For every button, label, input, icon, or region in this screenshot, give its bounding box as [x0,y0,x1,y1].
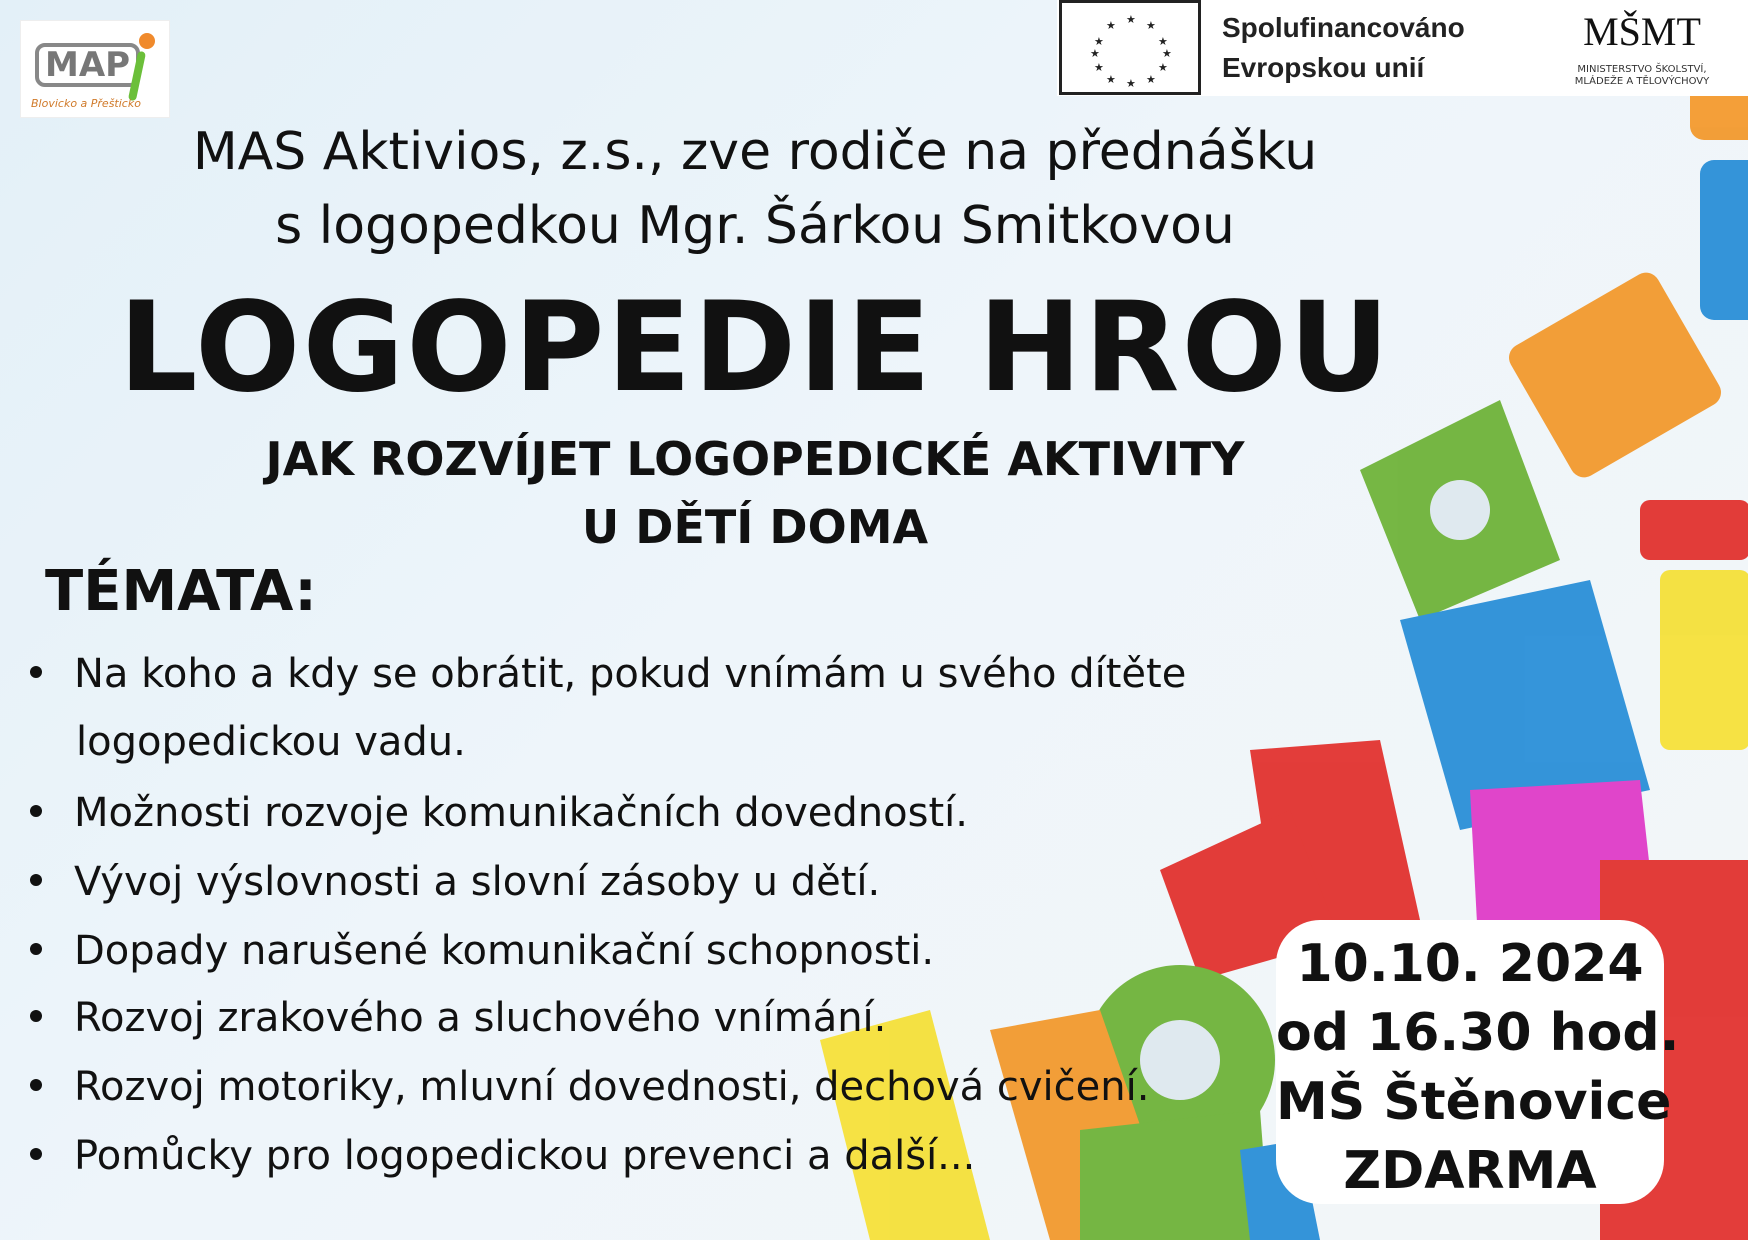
subtitle-line-1: JAK ROZVÍJET LOGOPEDICKÉ AKTIVITY [265,432,1245,486]
topics-heading: TÉMATA: [45,559,317,624]
bullet-icon [30,1079,42,1091]
msmt-mark: MŠMT [1583,9,1701,54]
map-logo-subtitle: Blovicko a Přešticko [31,97,141,110]
event-date: 10.10. 2024 [1296,934,1644,994]
eu-line-2: Evropskou unií [1222,52,1425,83]
main-title: LOGOPEDIE HROU [118,276,1392,420]
topic-text: Rozvoj motoriky, mluvní dovednosti, dechová cvičení. [74,1064,1150,1110]
bullet-icon [30,1010,42,1022]
bullet-icon [30,805,42,817]
topic-item [30,1063,1149,1111]
bullet-icon [30,666,42,678]
map-logo [20,20,170,118]
topic-item [30,650,1186,698]
eu-flag-icon: ★ ★ ★ ★ ★ ★ ★ ★ ★ ★ ★ ★ [1059,0,1201,95]
topic-item [30,858,880,906]
eu-funding-text [1222,8,1465,88]
msmt-logo [1542,0,1742,96]
topic-item [30,927,934,975]
msmt-line-2: MLÁDEŽE A TĚLOVÝCHOVY [1574,76,1710,87]
topic-text: Na koho a kdy se obrátit, pokud vnímám u svého dítěte [74,651,1187,697]
event-place: MŠ Štěnovice [1276,1072,1672,1132]
topic-text: Možnosti rozvoje komunikačních dovedností. [74,790,968,836]
map-logo-text: MAP [35,43,140,87]
eu-line-1: Spolufinancováno [1222,12,1465,43]
topic-text: Pomůcky pro logopedickou prevenci a další... [74,1133,976,1179]
event-time: od 16.30 hod. [1276,1003,1680,1063]
topic-item [30,1132,975,1180]
topic-item [30,994,886,1042]
bullet-icon [30,874,42,886]
subtitle-line-2: U DĚTÍ DOMA [581,500,929,554]
topic-item-continued: logopedickou vadu. [76,719,466,765]
topic-text: Vývoj výslovnosti a slovní zásoby u dětí. [74,859,881,905]
intro-line-1: MAS Aktivios, z.s., zve rodiče na přednášku [192,122,1318,182]
bullet-icon [30,1148,42,1160]
figure-head-icon [139,33,155,49]
event-price: ZDARMA [1343,1141,1597,1201]
topic-text: Dopady narušené komunikační schopnosti. [74,928,935,974]
bullet-icon [30,943,42,955]
msmt-line-1: MINISTERSTVO ŠKOLSTVÍ, [1577,64,1707,75]
intro-line-2: s logopedkou Mgr. Šárkou Smitkovou [275,196,1235,256]
topic-text: Rozvoj zrakového a sluchového vnímání. [74,995,887,1041]
funding-banner [1057,0,1748,96]
event-info-box [1276,920,1680,1204]
topic-item [30,789,968,837]
